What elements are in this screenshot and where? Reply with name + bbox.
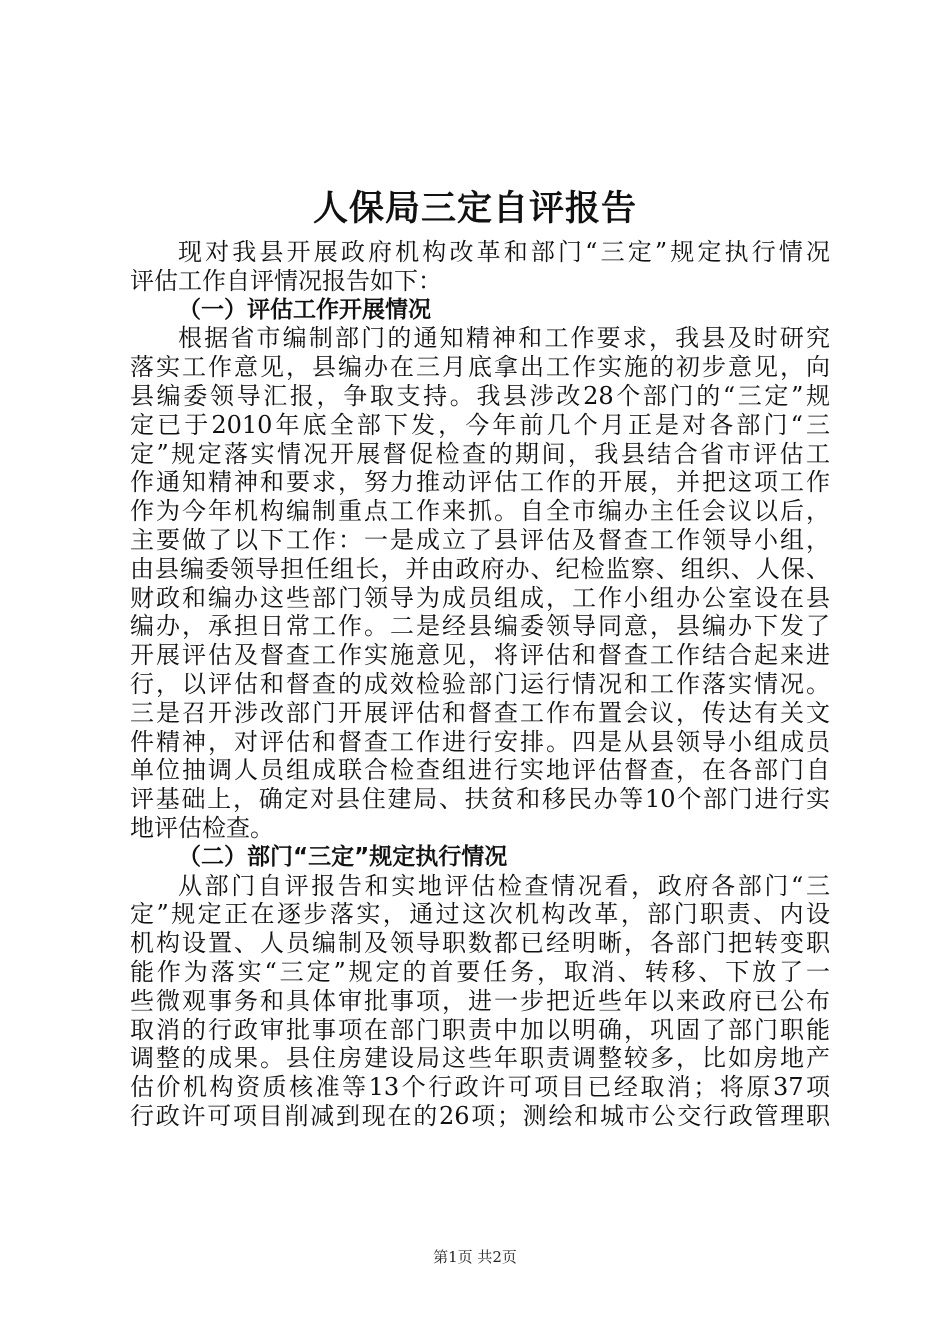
paragraph-line: 些微观事务和具体审批事项，进一步把近些年以来政府已公布 bbox=[130, 986, 830, 1015]
paragraph-line: 根据省市编制部门的通知精神和工作要求，我县及时研究 bbox=[178, 324, 830, 353]
paragraph-line: 开展评估及督查工作实施意见，将评估和督查工作结合起来进 bbox=[130, 641, 830, 670]
paragraph-line: 三是召开涉改部门开展评估和督查工作布置会议，传达有关文 bbox=[130, 698, 830, 727]
paragraph-line: 现对我县开展政府机构改革和部门“三定”规定执行情况 bbox=[178, 238, 830, 266]
paragraph-line: 定”规定正在逐步落实，通过这次机构改革，部门职责、内设 bbox=[130, 900, 830, 929]
paragraph-line: 机构设置、人员编制及领导职数都已经明晰，各部门把转变职 bbox=[130, 929, 830, 958]
paragraph-line: 由县编委领导担任组长，并由政府办、纪检监察、组织、人保、 bbox=[130, 554, 830, 583]
paragraph-line: 定已于2010年底全部下发，今年前几个月正是对各部门“三 bbox=[130, 410, 830, 439]
paragraph-line: 定”规定落实情况开展督促检查的期间，我县结合省市评估工 bbox=[130, 439, 830, 468]
paragraph-line: 能作为落实“三定”规定的首要任务，取消、转移、下放了一 bbox=[130, 957, 830, 986]
paragraph-line: 取消的行政审批事项在部门职责中加以明确，巩固了部门职能 bbox=[130, 1015, 830, 1044]
paragraph-line: 单位抽调人员组成联合检查组进行实地评估督查，在各部门自 bbox=[130, 756, 830, 785]
paragraph-line: 县编委领导汇报，争取支持。我县涉改28个部门的“三定”规 bbox=[130, 381, 830, 410]
paragraph-line: 落实工作意见，县编办在三月底拿出工作实施的初步意见，向 bbox=[130, 353, 830, 382]
paragraph-line: 评估工作自评情况报告如下： bbox=[130, 266, 442, 295]
paragraph-line: 主要做了以下工作：一是成立了县评估及督查工作领导小组， bbox=[130, 525, 830, 554]
paragraph-line: 评基础上，确定对县住建局、扶贫和移民办等10个部门进行实 bbox=[130, 785, 830, 814]
section-heading: （一）评估工作开展情况 bbox=[178, 296, 431, 323]
page-number-footer: 第1页 共2页 bbox=[433, 1248, 517, 1266]
paragraph-line: 行，以评估和督查的成效检验部门运行情况和工作落实情况。 bbox=[130, 669, 830, 698]
paragraph-line: 财政和编办这些部门领导为成员组成，工作小组办公室设在县 bbox=[130, 583, 830, 612]
paragraph-line: 作为今年机构编制重点工作来抓。自全市编办主任会议以后， bbox=[130, 497, 830, 526]
paragraph-line: 编办，承担日常工作。二是经县编委领导同意，县编办下发了 bbox=[130, 612, 830, 641]
paragraph-line: 估价机构资质核准等13个行政许可项目已经取消；将原37项 bbox=[130, 1073, 830, 1102]
section-heading: （二）部门“三定”规定执行情况 bbox=[178, 843, 508, 870]
paragraph-line: 调整的成果。县住房建设局这些年职责调整较多，比如房地产 bbox=[130, 1044, 830, 1073]
paragraph-line: 地评估检查。 bbox=[130, 813, 274, 842]
paragraph-line: 作通知精神和要求，努力推动评估工作的开展，并把这项工作 bbox=[130, 468, 830, 497]
document-body bbox=[130, 238, 830, 1131]
paragraph-line: 件精神，对评估和督查工作进行安排。四是从县领导小组成员 bbox=[130, 727, 830, 756]
paragraph-line: 从部门自评报告和实地评估检查情况看，政府各部门“三 bbox=[178, 871, 830, 900]
document-title: 人保局三定自评报告 bbox=[312, 189, 637, 229]
paragraph-line: 行政许可项目削减到现在的26项；测绘和城市公交行政管理职 bbox=[130, 1101, 830, 1130]
